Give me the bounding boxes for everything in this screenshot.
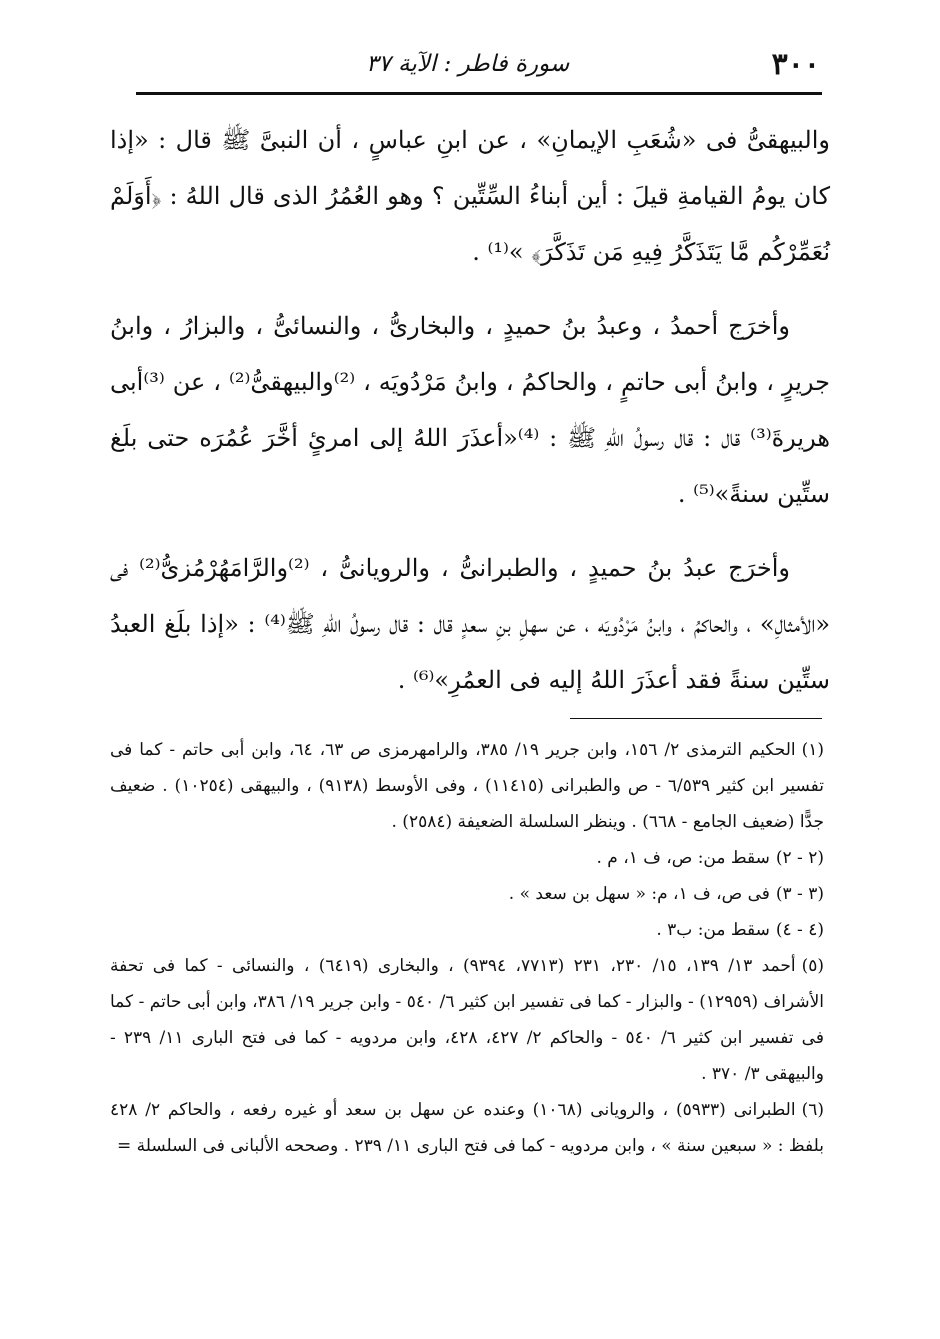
paragraph-1: والبيهقىُّ فى «شُعَبِ الإيمانِ» ، عن ابنِ عباسٍ ، أن النبىَّ ﷺ قال : «إذا كان يومُ القيامةِ قيلَ : أين أبناءُ السِّتِّين ؟ وهو العُمُرُ الذى قال اللهُ : ﴿أَوَلَمْ نُعَمِّرْكُم مَّا يَتَذَكَّرُ فِيهِ مَن تَذَكَّرَ﴾ »⁽¹⁾ . <box>110 126 830 266</box>
footnote-number: (٥) <box>801 956 825 976</box>
paragraph-2: وأخرَج أحمدُ ، وعبدُ بنُ حميدٍ ، والبخارىُّ ، والنسائىُّ ، والبزارُ ، وابنُ جريرٍ ، وابنُ أبى حاتمٍ ، والحاكمُ ، وابنُ مَرْدُويَه ، ⁽²⁾والبيهقىُّ⁽²⁾ ، عن ⁽³⁾أبى هريرةَ⁽³⁾ قال : قال رسولُ اللهِ ﷺ : ⁽⁴⁾«أعذَرَ اللهُ إلى امرئٍ أخَّرَ عُمُرَه حتى بلَغ ستِّين سنةً»⁽⁵⁾ . <box>110 312 830 508</box>
page-number: ٣٠٠ <box>771 46 820 82</box>
main-text <box>110 112 830 726</box>
footnote-text: فى ص، ف ١، م: « سهل بن سعد » . <box>508 884 770 904</box>
footnote-number: (٦) <box>801 1100 824 1120</box>
footnote-rule <box>570 718 822 719</box>
footnote-text: الحكيم الترمذى ٢/ ١٥٦، وابن جرير ١٩/ ٣٨٥، والرامهرمزى ص ٦٣، ٦٤، وابن أبى حاتم - كما فى تفسير ابن كثير ٦/٥٣٩ - ص والطبرانى (١١٤١٥) ، وفى الأوسط (٩١٣٨) ، والبيهقى (١٠٢٥٤) . ضعيف جدًّا (ضعيف الجامع - ٦٦٨) . وينظر السلسلة الضعيفة (٢٥٨٤) . <box>110 740 824 832</box>
footnote-5 <box>110 948 824 1092</box>
footnote-1 <box>110 732 824 840</box>
footnote-text: الطبرانى (٥٩٣٣) ، والرويانى (١٠٦٨) وعنده عن سهل بن سعد أو غيره رفعه ، والحاكم ٢/ ٤٢٨ بلفظ : « سبعين سنة » ، وابن مردويه - كما فى فتح البارى ١١/ ٢٣٩ . وصححه الألبانى فى السلسلة = <box>110 1100 824 1156</box>
running-title: سورة فاطر : الآية ٣٧ <box>366 51 570 77</box>
footnote-2 <box>110 840 824 876</box>
paragraph-3: وأخرَج عبدُ بنُ حميدٍ ، والطبرانىُّ ، والرويانىُّ ، ⁽²⁾والرَّامَهُرْمُزىُّ⁽²⁾ فى «الأمثالِ» ، والحاكمُ ، وابنُ مَرْدُويَه ، عن سهلِ بنِ سعدٍ قال : قال رسولُ اللهِ ﷺ⁽⁴⁾ : «إذا بلَغ العبدُ ستِّين سنةً فقد أعذَرَ اللهُ إليه فى العمُرِ»⁽⁶⁾ . <box>110 554 831 694</box>
footnote-6 <box>110 1092 824 1164</box>
footnote-3 <box>110 876 824 912</box>
footnote-text: سقط من: ب٣ . <box>656 920 770 940</box>
header-rule <box>136 92 822 95</box>
footnote-number: (٣ - ٣) <box>775 884 824 904</box>
footnote-text: سقط من: ص، ف ١، م . <box>596 848 770 868</box>
footnotes <box>110 732 824 1164</box>
footnote-number: (٤ - ٤) <box>775 920 824 940</box>
footnote-number: (٢ - ٢) <box>775 848 824 868</box>
footnote-number: (١) <box>801 740 825 760</box>
page-header <box>136 40 820 88</box>
footnote-text: أحمد ١٣/ ١٣٩، ١٥/ ٢٣٠، ٢٣١ (٧٧١٣، ٩٣٩٤) ، والبخارى (٦٤١٩) ، والنسائى - كما فى تحفة الأشراف (١٢٩٥٩) - والبزار - كما فى تفسير ابن كثير ٦/ ٥٤٠ - وابن جرير ١٩/ ٣٨٦، وابن أبى حاتم - كما فى تفسير ابن كثير ٦/ ٥٤٠ - والحاكم ٢/ ٤٢٧، ٤٢٨، وابن مردويه - كما فى فتح البارى ١١/ ٢٣٩ - والبيهقى ٣/ ٣٧٠ . <box>110 956 825 1084</box>
footnote-4 <box>110 912 824 948</box>
